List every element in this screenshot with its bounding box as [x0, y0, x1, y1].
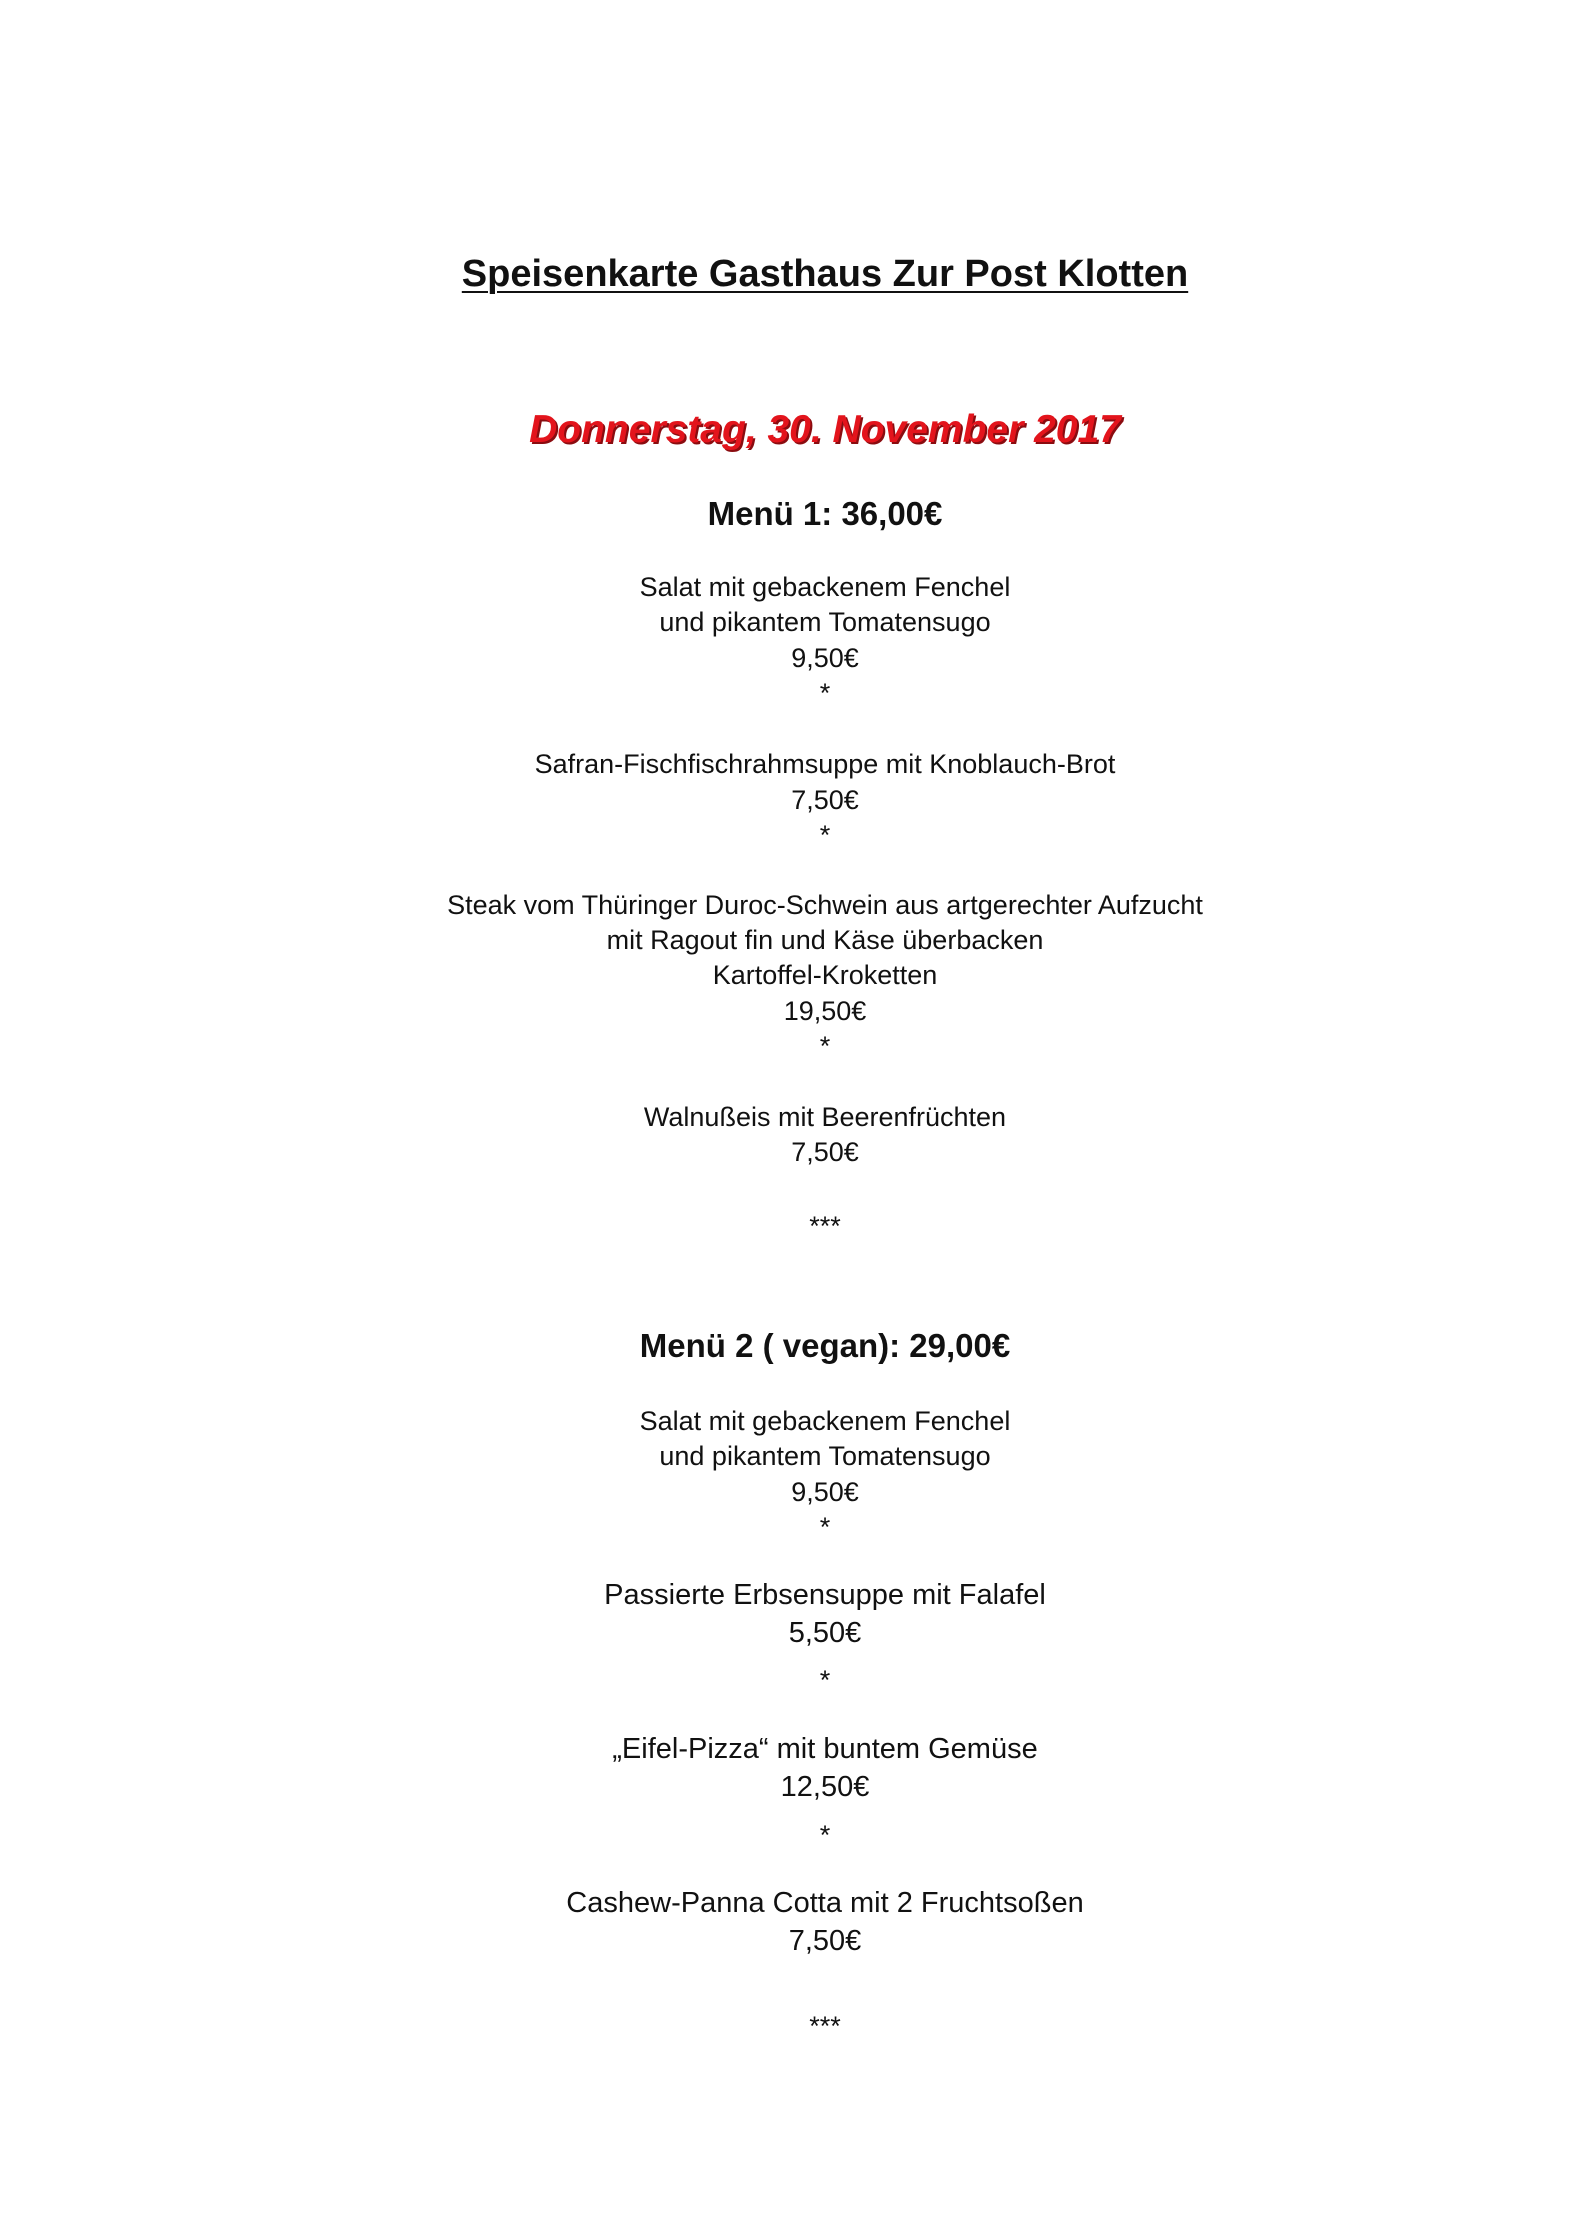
menu2-course1-separator: *: [819, 1512, 831, 1542]
menu1-course4-price: 7,50€: [791, 1137, 859, 1167]
menu1-course2-price: 7,50€: [791, 785, 859, 815]
menu1-course4-line1: Walnußeis mit Beerenfrüchten: [643, 1102, 1007, 1132]
menu2-course2-separator: *: [819, 1665, 831, 1695]
menu2-end-separator: ***: [809, 2011, 841, 2041]
menu1-course3-price: 19,50€: [783, 996, 867, 1026]
menu2-course1-line1: Salat mit gebackenem Fenchel: [639, 1406, 1011, 1436]
menu2-course4-price: 7,50€: [788, 1925, 862, 1957]
menu2-course3-separator: *: [819, 1820, 831, 1850]
menu2-course1-line2: und pikantem Tomatensugo: [659, 1441, 991, 1471]
menu-date: Donnerstag, 30. November 2017: [529, 408, 1121, 451]
menu2-course2-line1: Passierte Erbsensuppe mit Falafel: [604, 1579, 1046, 1611]
menu2-course3-price: 12,50€: [780, 1771, 870, 1803]
menu1-course2-separator: *: [819, 820, 831, 850]
menu2-heading: Menü 2 ( vegan): 29,00€: [639, 1327, 1011, 1364]
menu1-course1-line2: und pikantem Tomatensugo: [659, 607, 991, 637]
menu1-course3-line2: mit Ragout fin und Käse überbacken: [606, 925, 1044, 955]
menu1-course3-line1: Steak vom Thüringer Duroc-Schwein aus artgerechter Aufzucht: [447, 890, 1203, 920]
menu2-course2-price: 5,50€: [788, 1617, 862, 1649]
menu1-course2-line1: Safran-Fischfischrahmsuppe mit Knoblauch-Brot: [534, 749, 1116, 779]
menu2-course1-price: 9,50€: [791, 1477, 859, 1507]
menu1-course1-line1: Salat mit gebackenem Fenchel: [639, 572, 1011, 602]
menu1-course1-separator: *: [819, 678, 831, 708]
menu1-heading: Menü 1: 36,00€: [707, 495, 943, 532]
menu1-course1-price: 9,50€: [791, 643, 859, 673]
menu1-end-separator: ***: [809, 1211, 841, 1241]
menu2-course3-line1: „Eifel-Pizza“ mit buntem Gemüse: [612, 1733, 1038, 1765]
menu1-course3-line3: Kartoffel-Kroketten: [712, 960, 938, 990]
page-title: Speisenkarte Gasthaus Zur Post Klotten: [461, 253, 1189, 295]
menu1-course3-separator: *: [819, 1031, 831, 1061]
menu2-course4-line1: Cashew-Panna Cotta mit 2 Fruchtsoßen: [566, 1887, 1084, 1919]
